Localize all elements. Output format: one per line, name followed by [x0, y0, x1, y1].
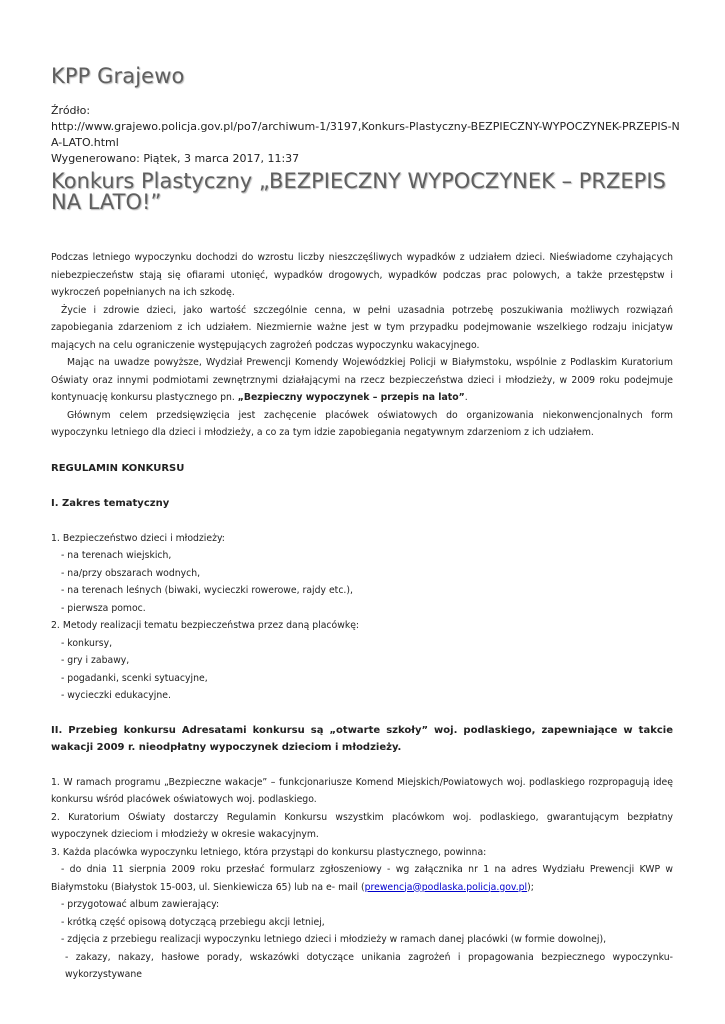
list-item: - przygotować album zawierający: — [61, 899, 220, 910]
section-heading: I. Zakres tematyczny — [51, 498, 170, 509]
source-url: http://www.grajewo.policja.gov.pl/po7/archiwum-1/3197,Konkurs-Plastyczny-BEZPIECZNY-WYPOCZYNEK-PRZEPIS-NA-LATO.html — [51, 120, 680, 149]
list-item: - pierwsza pomoc. — [61, 602, 146, 614]
list-item: - krótką część opisową dotyczącą przebiegu akcji letniej, — [61, 916, 325, 928]
contest-name: „Bezpieczny wypoczynek – przepis na lato” — [237, 392, 465, 403]
regulamin-heading: REGULAMIN KONKURSU — [51, 462, 185, 474]
deadline-text: - do dnia 11 sierpnia 2009 roku przesłać formularz zgłoszeniowy - wg załącznika nr 1 na adres Wydziału Prewencji KWP w Białymstoku (Białystok 15-003, ul. Sienkiewicza 65) lub na e- mail ( — [51, 864, 673, 893]
list-item: - zdjęcia z przebiegu realizacji wypoczynku letniego dzieci i młodzieży w ramach danej placówki (w formie dowolnej), — [61, 934, 607, 945]
article-title: Konkurs Plastyczny „BEZPIECZNY WYPOCZYNEK – PRZEPIS NA LATO!” — [51, 169, 666, 214]
list-item: - konkursy, — [61, 637, 113, 649]
generated-date: Wygenerowano: Piątek, 3 marca 2017, 11:37 — [51, 152, 300, 165]
source-meta — [51, 103, 681, 167]
list-item: - na/przy obszarach wodnych, — [61, 567, 201, 579]
body-paragraph: 1. W ramach programu „Bezpieczne wakacje” – funkcjonariusze Komend Miejskich/Powiatowych woj. podlaskiego rozpropagują ideę konkursu wśród placówek oświatowych woj. podlaskiego. — [51, 776, 673, 805]
intro-paragraph: Życie i zdrowie dzieci, jako wartość szczególnie cenna, w pełni uzasadnia potrzebę poszukiwania możliwych rozwiązań zapobiegania zdarzeniom z ich udziałem. Niezmiernie ważne jest w tym przypadku podejmowanie wszelkiego rodzaju inicjatyw mających na celu ograniczenie występujących zagrożeń podczas wypoczynku wakacyjnego. — [51, 304, 673, 351]
intro-paragraph: Głównym celem przedsięwzięcia jest zachęcenie placówek oświatowych do organizowania niekonwencjonalnych form wypoczynku letniego dla dzieci i młodzieży, a co za tym idzie zapobiegania negatywnym zdarzeniom z ich udziałem. — [51, 409, 673, 438]
body-paragraph — [51, 861, 673, 896]
section-heading: II. Przebieg konkursu Adresatami konkursu są „otwarte szkoły” woj. podlaskiego, zapewniające w takcie wakacji 2009 r. nieodpłatny wypoczynek dzieciom i młodzieży. — [51, 724, 673, 753]
source-label: Źródło: — [51, 104, 91, 117]
list-item: - na terenach leśnych (biwaki, wycieczki rowerowe, rajdy etc.), — [61, 585, 353, 596]
intro-text-end: . — [464, 392, 468, 403]
list-item: - gry i zabawy, — [61, 655, 130, 666]
site-title: KPP Grajewo — [51, 64, 185, 88]
list-item: - na terenach wiejskich, — [61, 550, 172, 561]
list-item: - pogadanki, scenki sytuacyjne, — [61, 672, 208, 684]
body-paragraph: 2. Kuratorium Oświaty dostarczy Regulamin Konkursu wszystkim placówkom woj. podlaskiego, gwarantującym bezpłatny wypoczynek dzieciom i młodzieży w okresie wakacyjnym. — [51, 811, 673, 840]
article-body — [51, 249, 673, 984]
list-item: - wycieczki edukacyjne. — [61, 690, 171, 701]
deadline-text-end: ); — [527, 881, 534, 893]
list-item: - zakazy, nakazy, hasłowe porady, wskazówki dotyczące unikania zagrożeń i propagowania bezpiecznego wypoczynku- wykorzystywane — [65, 951, 673, 980]
email-link[interactable]: prewencja@podlaska.policja.gov.pl — [364, 881, 528, 893]
intro-text: Mając na uwadze powyższe, Wydział Prewencji Komendy Wojewódzkiej Policji w Białymstoku, wspólnie z Podlaskim Kuratorium Oświaty oraz innymi podmiotami zewnętrznymi działającymi na rzecz bezpieczeństwa dzieci i młodzieży, w 2009 roku podejmuje kontynuację konkursu plastycznego pn. — [51, 357, 673, 403]
intro-paragraph: Podczas letniego wypoczynku dochodzi do wzrostu liczby nieszczęśliwych wypadków z udziałem dzieci. Nieświadome czyhających niebezpieczeństw stają się ofiarami utonięć, wypadków drogowych, wypadków podczas prac polowych, a także przestępstw i wykroczeń popełnianych na ich szkodę. — [51, 252, 673, 298]
body-paragraph: 3. Każda placówka wypoczynku letniego, która przystąpi do konkursu plastycznego, powinna: — [51, 846, 487, 858]
list-item: 2. Metody realizacji tematu bezpieczeństwa przez daną placówkę: — [51, 620, 360, 631]
intro-paragraph — [51, 354, 673, 407]
list-item: 1. Bezpieczeństwo dzieci i młodzieży: — [51, 532, 225, 544]
